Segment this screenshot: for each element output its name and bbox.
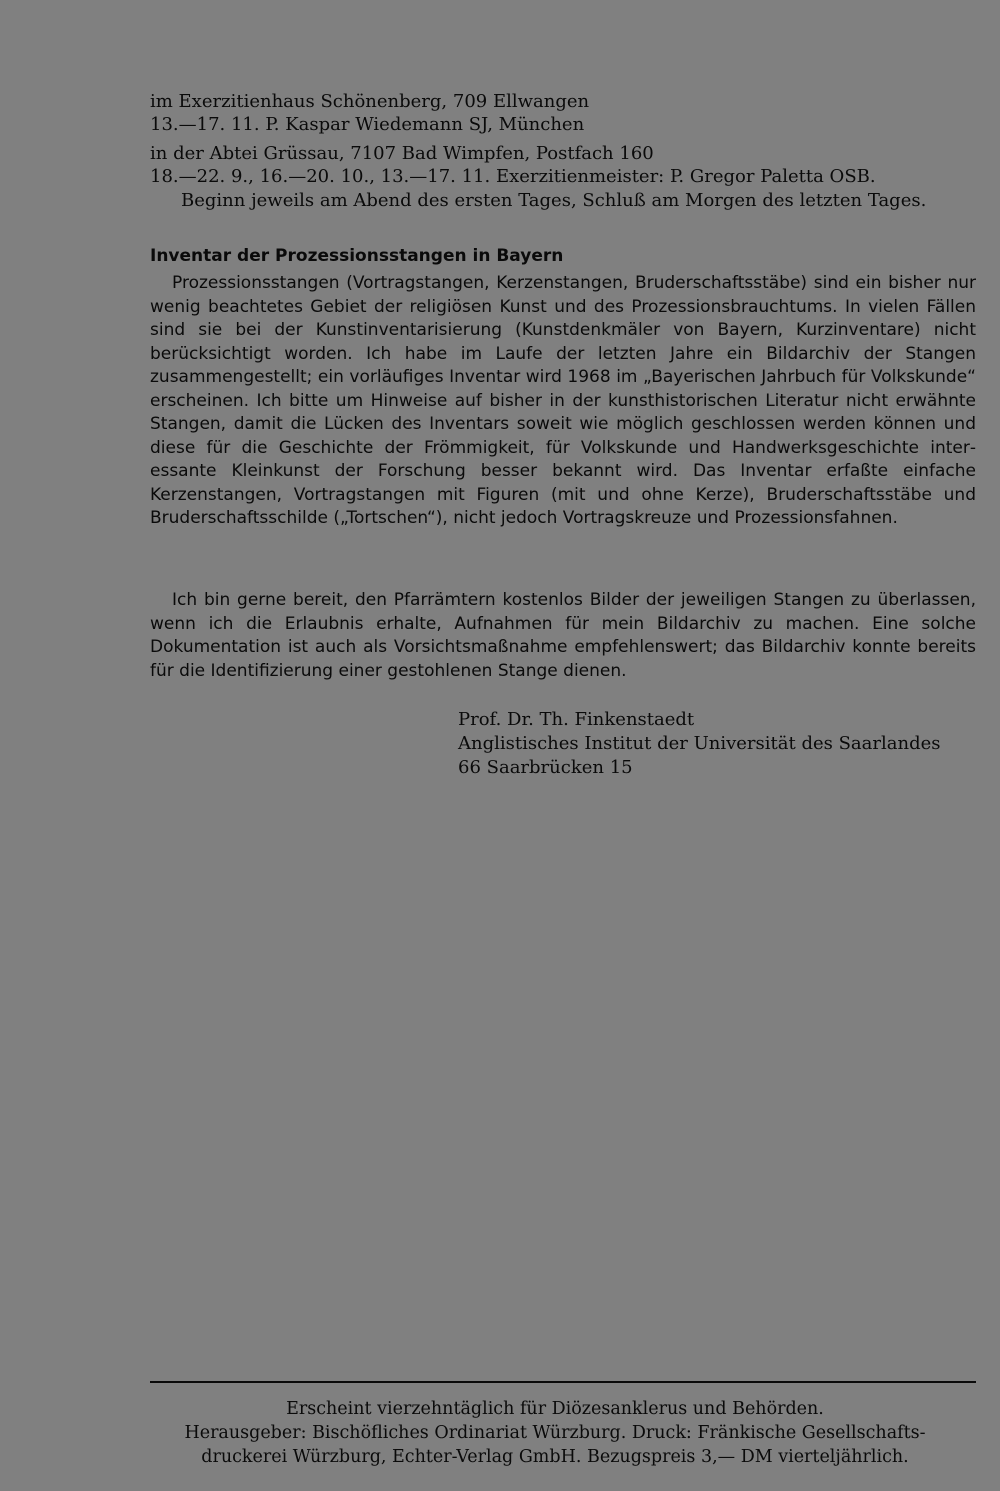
signature-institution: Anglistisches Institut der Universität des Saarlandes	[458, 733, 941, 754]
signature-name: Prof. Dr. Th. Finkenstaedt	[458, 709, 695, 730]
paragraph-offer: Ich bin gerne bereit, den Pfarrämtern kostenlos Bilder der jeweiligen Stangen zu überlassen, wenn ich die Erlaubnis erhalte, Aufnahmen für mein Bildarchiv zu machen. Eine solche Dokumentation ist auch als Vorsichtsmaßnahme empfehlenswert; das Bildarchiv konnte bereits für die Identifizierung einer gestohlenen Stange dienen.	[150, 590, 976, 681]
section-heading: Inventar der Prozessionsstangen in Bayern	[150, 246, 564, 266]
retreat-date-1: 13.—17. 11. P. Kaspar Wiedemann SJ, München	[150, 114, 585, 135]
footer-line-2: Herausgeber: Bischöfliches Ordinariat Würzburg. Druck: Fränkische Gesellschafts-	[184, 1423, 926, 1443]
retreat-dates-2: 18.—22. 9., 16.—20. 10., 13.—17. 11. Exerzitienmeister: P. Gregor Paletta OSB.	[150, 166, 876, 187]
signature-address: 66 Saarbrücken 15	[458, 757, 633, 778]
footer-divider	[150, 1381, 976, 1383]
retreat-location-2: in der Abtei Grüssau, 7107 Bad Wimpfen, Postfach 160	[150, 143, 654, 164]
footer-line-3: druckerei Würzburg, Echter-Verlag GmbH. Bezugspreis 3,— DM vierteljährlich.	[201, 1447, 909, 1467]
retreat-note: Beginn jeweils am Abend des ersten Tages, Schluß am Morgen des letzten Tages.	[181, 190, 927, 211]
retreat-location-1: im Exerzitienhaus Schönenberg, 709 Ellwangen	[150, 91, 590, 112]
paragraph-inventory: Prozessionsstangen (Vortragstangen, Kerzenstangen, Bruderschaftsstäbe) sind ein bisher nur wenig beachtetes Gebiet der religiösen Kunst und des Prozessionsbrauchtums. In vielen Fällen sind sie bei der Kunstinventarisierung (Kunstdenkmäler von Bayern, Kurzinventare) nicht berücksichtigt worden. Ich habe im Laufe der letzten Jahre ein Bildarchiv der Stangen zusammengestellt; ein vorläufiges Inventar wird 1968 im „Bayerischen Jahrbuch für Volkskunde“ erscheinen. Ich bitte um Hinweise auf bisher in der kunsthistorischen Literatur nicht erwähnte Stangen, damit die Lücken des Inventars soweit wie möglich geschlossen werden können und diese für die Geschichte der Frömmigkeit, für Volkskunde und Handwerksgeschichte interessante Kleinkunst der Forschung besser bekannt wird. Das Inventar erfaßte einfache Kerzenstangen, Vortragstangen mit Figuren (mit und ohne Kerze), Bruderschaftsstäbe und Bruderschaftsschilde („Tortschen“), nicht jedoch Vortragskreuze und Prozessionsfahnen.	[150, 273, 976, 528]
footer-line-1: Erscheint vierzehntäglich für Diözesanklerus und Behörden.	[286, 1399, 824, 1419]
